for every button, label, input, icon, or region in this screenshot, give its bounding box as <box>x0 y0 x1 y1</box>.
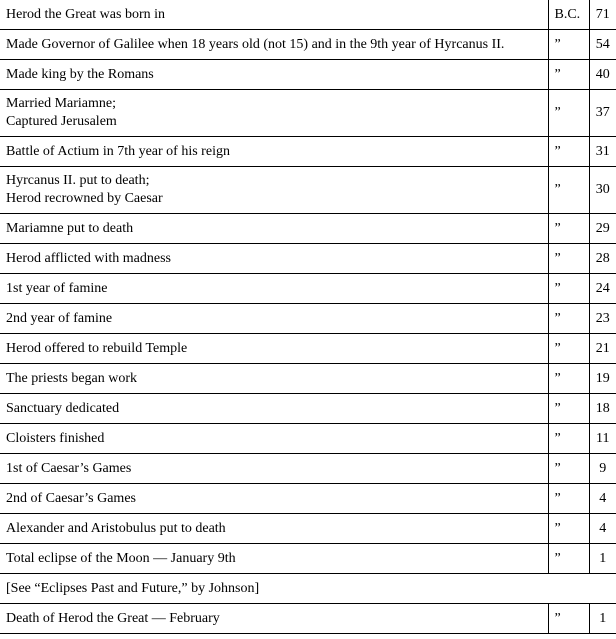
event-line: 2nd year of famine <box>6 310 113 326</box>
year-cell: 9 <box>589 454 616 484</box>
event-cell <box>0 304 548 334</box>
event-line: Captured Jerusalem <box>6 114 117 129</box>
event-cell <box>0 604 548 634</box>
era-cell: ” <box>548 90 589 137</box>
event-cell <box>0 544 548 574</box>
era-cell: ” <box>548 214 589 244</box>
event-line: Made Governor of Galilee when 18 years old (not 15) and in the 9th year of Hyrcanus II. <box>6 36 505 52</box>
year-cell: 40 <box>589 60 616 90</box>
event-line: Herod the Great was born in <box>6 6 166 22</box>
table-row <box>0 424 616 454</box>
year-cell: 11 <box>589 424 616 454</box>
era-cell: ” <box>548 304 589 334</box>
year-cell: 4 <box>589 484 616 514</box>
event-line: The priests began work <box>6 370 138 386</box>
event-cell <box>0 214 548 244</box>
era-cell: B.C. <box>548 0 589 30</box>
event-cell <box>0 274 548 304</box>
table-row <box>0 604 616 634</box>
event-cell <box>0 454 548 484</box>
year-cell: 54 <box>589 30 616 60</box>
era-cell: ” <box>548 244 589 274</box>
table-row <box>0 0 616 30</box>
year-cell: 18 <box>589 394 616 424</box>
year-cell: 21 <box>589 334 616 364</box>
year-cell: 29 <box>589 214 616 244</box>
event-cell <box>0 334 548 364</box>
year-cell: 4 <box>589 514 616 544</box>
event-line: Cloisters finished <box>6 430 105 446</box>
note-row <box>0 574 616 604</box>
event-cell <box>0 60 548 90</box>
event-cell <box>0 364 548 394</box>
era-cell: ” <box>548 424 589 454</box>
era-cell: ” <box>548 60 589 90</box>
table-row <box>0 137 616 167</box>
era-cell: ” <box>548 334 589 364</box>
table-row <box>0 454 616 484</box>
era-cell: ” <box>548 364 589 394</box>
note-cell: [See “Eclipses Past and Future,” by Johnson] <box>0 574 616 604</box>
table-row <box>0 394 616 424</box>
table-row <box>0 244 616 274</box>
era-cell: ” <box>548 137 589 167</box>
year-cell: 28 <box>589 244 616 274</box>
event-line: Made king by the Romans <box>6 66 154 82</box>
era-cell: ” <box>548 454 589 484</box>
event-cell <box>0 30 548 60</box>
era-cell: ” <box>548 274 589 304</box>
event-cell <box>0 0 548 30</box>
event-cell <box>0 484 548 514</box>
event-cell <box>0 394 548 424</box>
table-row <box>0 364 616 394</box>
year-cell: 23 <box>589 304 616 334</box>
event-line: Hyrcanus II. put to death; <box>6 173 150 188</box>
event-line: Married Mariamne; <box>6 96 117 111</box>
era-cell: ” <box>548 484 589 514</box>
event-line: Alexander and Aristobulus put to death <box>6 520 226 536</box>
table-row <box>0 30 616 60</box>
table-row <box>0 544 616 574</box>
event-line: Herod afflicted with madness <box>6 250 171 266</box>
event-cell <box>0 90 548 137</box>
table-row <box>0 60 616 90</box>
era-cell: ” <box>548 394 589 424</box>
era-cell: ” <box>548 167 589 214</box>
event-cell <box>0 244 548 274</box>
year-cell: 71 <box>589 0 616 30</box>
event-cell <box>0 424 548 454</box>
event-line: Battle of Actium in 7th year of his reign <box>6 143 230 159</box>
event-cell <box>0 514 548 544</box>
year-cell: 24 <box>589 274 616 304</box>
event-line: Herod offered to rebuild Temple <box>6 340 188 356</box>
year-cell: 1 <box>589 604 616 634</box>
event-line: Herod recrowned by Caesar <box>6 191 163 206</box>
event-line: Total eclipse of the Moon — January 9th <box>6 550 236 566</box>
table-row <box>0 274 616 304</box>
event-cell <box>0 167 548 214</box>
year-cell: 37 <box>589 90 616 137</box>
year-cell: 1 <box>589 544 616 574</box>
table-row <box>0 304 616 334</box>
table-row <box>0 334 616 364</box>
year-cell: 30 <box>589 167 616 214</box>
event-line: 2nd of Caesar’s Games <box>6 490 136 506</box>
table-row <box>0 514 616 544</box>
table-row <box>0 90 616 137</box>
era-cell: ” <box>548 514 589 544</box>
event-line: Sanctuary dedicated <box>6 400 120 416</box>
event-cell <box>0 137 548 167</box>
event-line: Mariamne put to death <box>6 220 134 236</box>
event-line: 1st year of famine <box>6 280 108 296</box>
table-row <box>0 214 616 244</box>
table-row <box>0 167 616 214</box>
era-cell: ” <box>548 604 589 634</box>
event-line: Death of Herod the Great — February <box>6 610 220 626</box>
table-row <box>0 484 616 514</box>
era-cell: ” <box>548 30 589 60</box>
event-line: 1st of Caesar’s Games <box>6 460 132 476</box>
era-cell: ” <box>548 544 589 574</box>
year-cell: 19 <box>589 364 616 394</box>
year-cell: 31 <box>589 137 616 167</box>
